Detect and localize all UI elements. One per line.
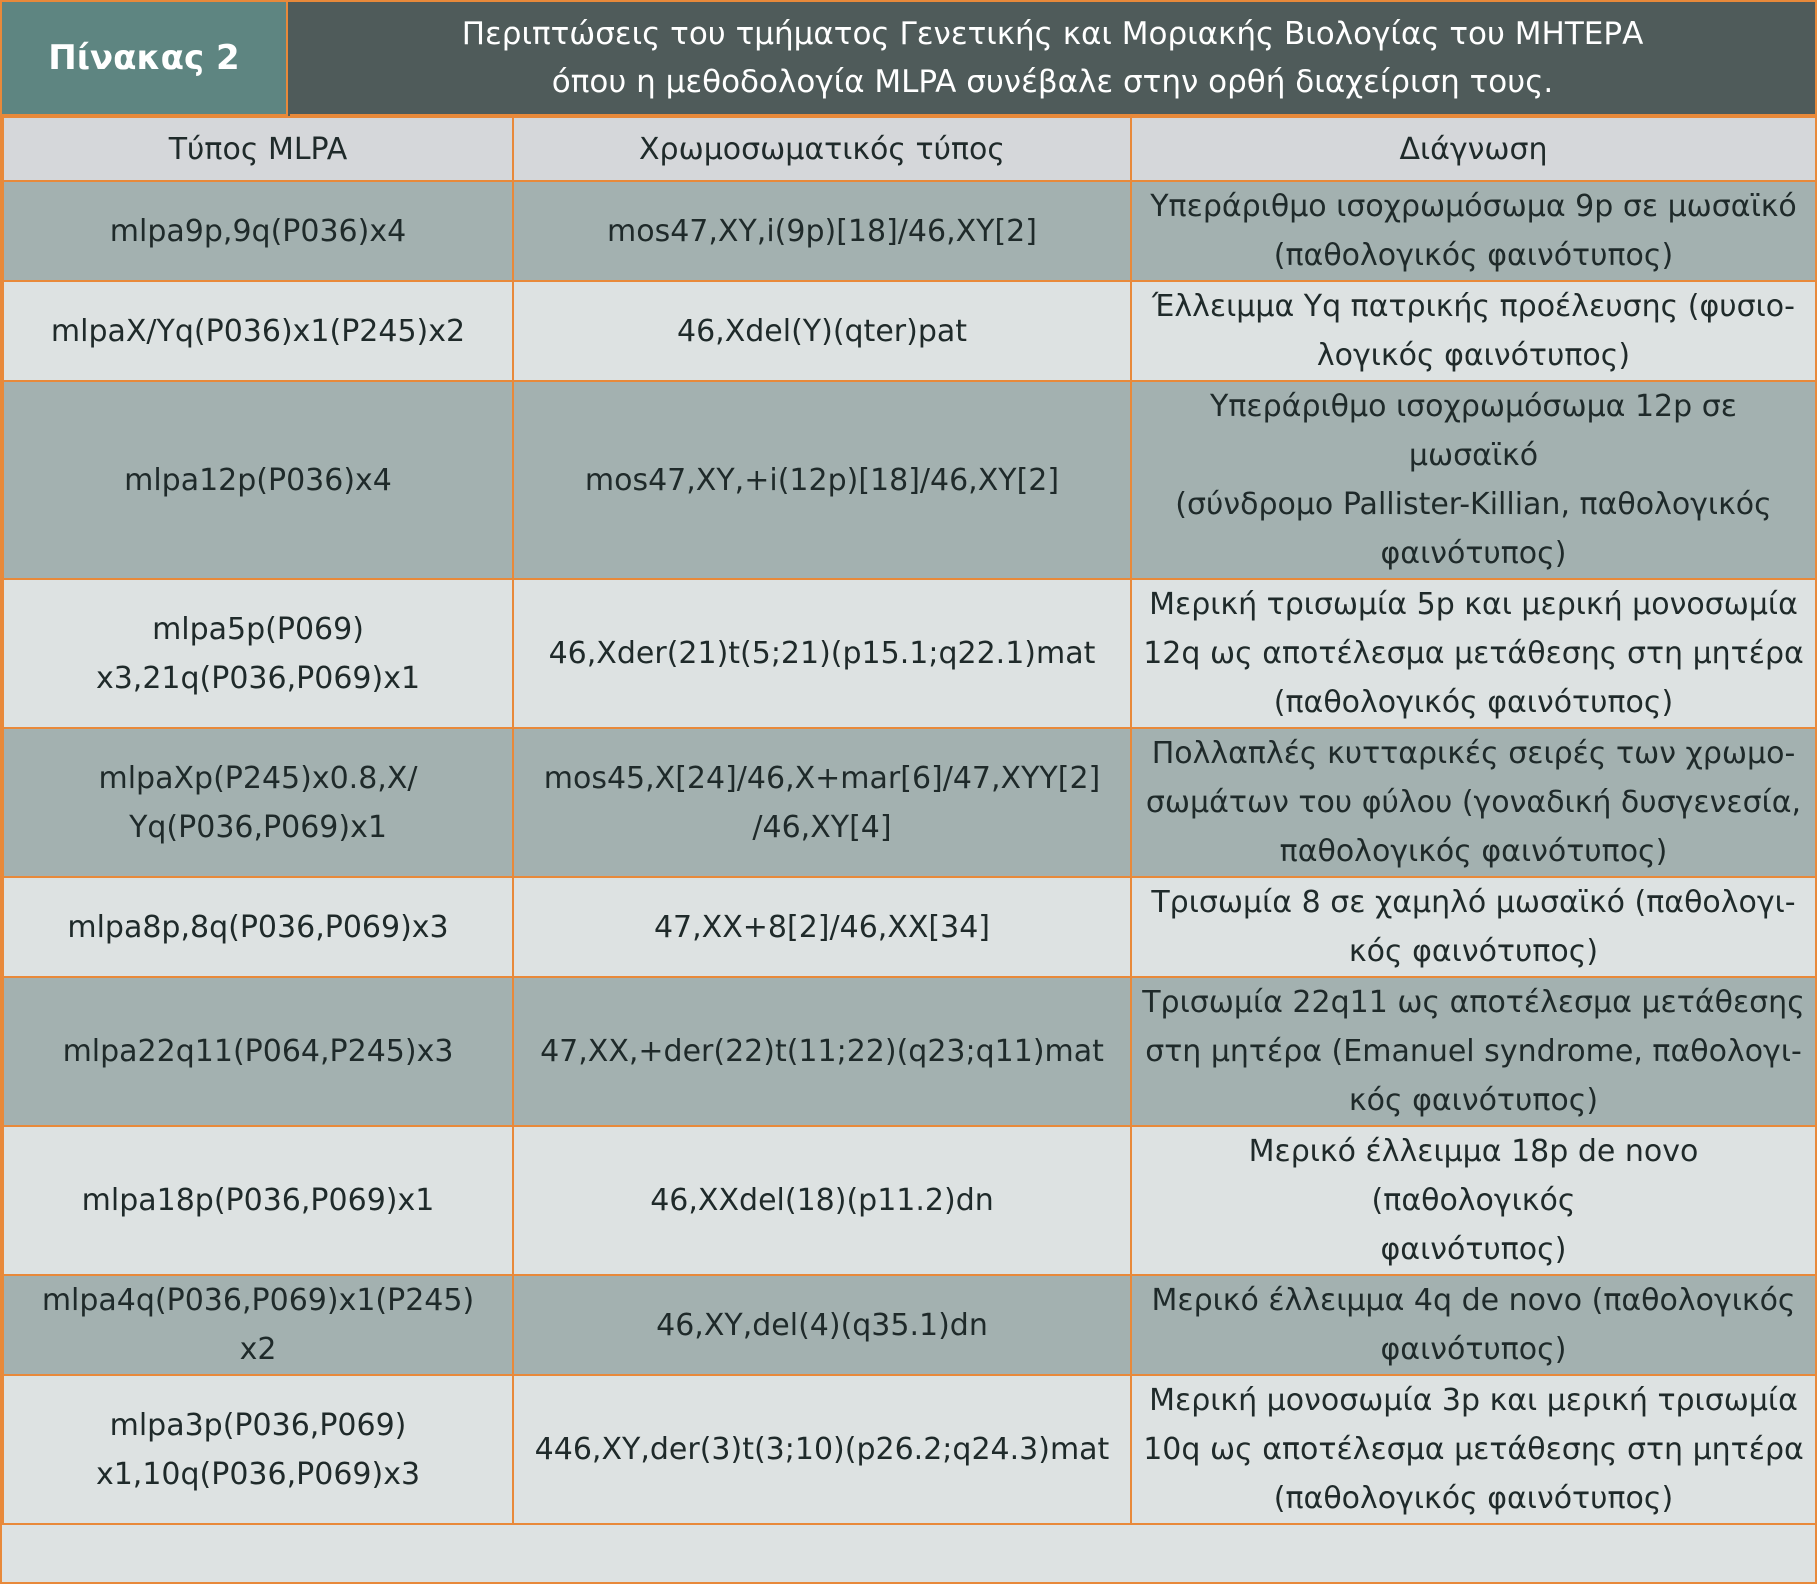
diagnosis-cell-line: Μερικό έλλειμμα 4q de novo (παθολογικός [1151, 1283, 1796, 1318]
diagnosis-cell-line: (παθολογικός φαινότυπος) [1273, 1481, 1674, 1516]
karyotype-cell [513, 977, 1131, 1126]
diagnosis-cell-line: παθολογικός φαινότυπος) [1279, 834, 1668, 869]
karyotype-cell [513, 181, 1131, 281]
karyotype-cell-line: 47,XX,+der(22)t(11;22)(q23;q11)mat [540, 1034, 1104, 1069]
column-header-diagnosis: Διάγνωση [1131, 117, 1816, 181]
mlpa-cell [3, 728, 513, 877]
karyotype-cell-line: 46,Xder(21)t(5;21)(p15.1;q22.1)mat [548, 636, 1096, 671]
table-row [3, 181, 1816, 281]
diagnosis-cell [1131, 181, 1816, 281]
karyotype-cell [513, 1375, 1131, 1524]
mlpa-cell [3, 1375, 513, 1524]
diagnosis-cell [1131, 877, 1816, 977]
karyotype-cell [513, 381, 1131, 579]
table-row [3, 977, 1816, 1126]
diagnosis-cell-line: Μερικό έλλειμμα 18p de novo (παθολογικός [1248, 1134, 1699, 1218]
karyotype-cell [513, 579, 1131, 728]
mlpa-cell-line: mlpa4q(P036,P069)x1(P245) [41, 1283, 475, 1318]
mlpa-cell [3, 381, 513, 579]
table-row [3, 1375, 1816, 1524]
diagnosis-cell [1131, 579, 1816, 728]
diagnosis-cell-line: φαινότυπος) [1380, 1332, 1567, 1367]
diagnosis-cell-line: Υπεράριθμο ισοχρωμόσωμα 9p σε μωσαϊκό [1150, 189, 1797, 224]
table-header [2, 2, 1815, 116]
diagnosis-cell-line: (παθολογικός φαινότυπος) [1273, 685, 1674, 720]
mlpa-cell-line: mlpaXp(P245)x0.8,X/ [98, 760, 418, 796]
mlpa-cell-line: mlpa22q11(P064,P245)x3 [62, 1034, 454, 1069]
table-row [3, 281, 1816, 381]
table-row [3, 381, 1816, 579]
diagnosis-cell-line: Τρισωμία 8 σε χαμηλό μωσαϊκό (παθολογι- [1151, 885, 1796, 920]
diagnosis-cell-line: Έλλειμμα Yq πατρικής προέλευσης (φυσιο- [1152, 289, 1795, 324]
karyotype-cell-line: 46,Xdel(Y)(qter)pat [676, 313, 968, 349]
diagnosis-cell-line: Τρισωμία 22q11 ως αποτέλεσμα μετάθεσης [1142, 985, 1805, 1020]
karyotype-cell-line: 46,XXdel(18)(p11.2)dn [650, 1183, 994, 1218]
diagnosis-cell [1131, 1375, 1816, 1524]
table-row [3, 877, 1816, 977]
diagnosis-cell [1131, 1275, 1816, 1375]
karyotype-cell-line: mos45,X[24]/46,X+mar[6]/47,XYY[2] [543, 760, 1101, 796]
table-row [3, 579, 1816, 728]
mlpa-cell-line: mlpa3p(P036,P069) [109, 1407, 407, 1443]
karyotype-cell-line: 446,XY,der(3)t(3;10)(p26.2;q24.3)mat [534, 1432, 1110, 1467]
karyotype-cell-line: 46,XY,del(4)(q35.1)dn [656, 1307, 988, 1343]
mlpa-cell-line: mlpa8p,8q(P036,P069)x3 [67, 909, 449, 945]
mlpa-cell-line: x2 [239, 1332, 277, 1367]
diagnosis-cell-line: (παθολογικός φαινότυπος) [1273, 238, 1674, 273]
karyotype-cell-line: 47,XX+8[2]/46,XX[34] [653, 909, 991, 945]
karyotype-cell-line: mos47,XY,i(9p)[18]/46,XY[2] [607, 213, 1037, 249]
diagnosis-cell-line: Μερική μονοσωμία 3p και μερική τρισωμία [1149, 1383, 1798, 1418]
table-row [3, 1126, 1816, 1275]
mlpa-cell [3, 1275, 513, 1375]
mlpa-cell-line: mlpa9p,9q(P036)x4 [109, 213, 407, 249]
mlpa-cell-line: mlpa5p(P069) [152, 611, 364, 647]
table-caption [290, 2, 1815, 116]
diagnosis-cell-line: Μερική τρισωμία 5p και μερική μονοσωμία [1149, 587, 1798, 622]
karyotype-cell [513, 728, 1131, 877]
diagnosis-cell [1131, 281, 1816, 381]
caption-line-1: Περιπτώσεις του τμήματος Γενετικής και Μοριακής Βιολογίας του ΜΗΤΕΡΑ [461, 16, 1644, 52]
karyotype-cell [513, 1126, 1131, 1275]
mlpa-cell-line: x1,10q(P036,P069)x3 [95, 1456, 421, 1492]
karyotype-cell [513, 281, 1131, 381]
mlpa-cell-line: mlpa18p(P036,P069)x1 [81, 1183, 435, 1218]
diagnosis-cell [1131, 381, 1816, 579]
table-row [3, 1275, 1816, 1375]
diagnosis-cell-line: Πολλαπλές κυτταρικές σειρές των χρωμο- [1151, 736, 1796, 771]
karyotype-cell [513, 1275, 1131, 1375]
mlpa-cell [3, 877, 513, 977]
mlpa-cell [3, 281, 513, 381]
diagnosis-cell-line: φαινότυπος) [1380, 536, 1567, 571]
diagnosis-cell [1131, 1126, 1816, 1275]
mlpa-cell-line: Yq(P036,P069)x1 [129, 809, 387, 845]
diagnosis-cell-line: στη μητέρα (Emanuel syndrome, παθολογι- [1145, 1034, 1802, 1069]
table-body [3, 181, 1816, 1524]
mlpa-cell-line: mlpaX/Yq(P036)x1(P245)x2 [50, 313, 466, 349]
column-header-mlpa: Τύπος MLPA [3, 117, 513, 181]
diagnosis-cell-line: σωμάτων του φύλου (γοναδική δυσγενεσία, [1145, 785, 1802, 820]
mlpa-cell [3, 1126, 513, 1275]
diagnosis-cell-line: λογικός φαινότυπος) [1316, 338, 1631, 373]
karyotype-cell-line: /46,XY[4] [752, 809, 892, 845]
diagnosis-cell-line: φαινότυπος) [1380, 1232, 1567, 1267]
diagnosis-cell-line: 12q ως αποτέλεσμα μετάθεσης στη μητέρα [1143, 636, 1804, 671]
diagnosis-cell [1131, 728, 1816, 877]
mlpa-cell [3, 977, 513, 1126]
karyotype-cell-line: mos47,XY,+i(12p)[18]/46,XY[2] [584, 462, 1060, 498]
caption-line-2: όπου η μεθοδολογία MLPA συνέβαλε στην ορθή διαχείριση τους. [551, 64, 1554, 100]
diagnosis-cell-line: Υπεράριθμο ισοχρωμόσωμα 12p σε μωσαϊκό [1210, 389, 1737, 473]
diagnosis-cell-line: 10q ως αποτέλεσμα μετάθεσης στη μητέρα [1143, 1432, 1804, 1467]
karyotype-cell [513, 877, 1131, 977]
table-row [3, 728, 1816, 877]
diagnosis-cell-line: κός φαινότυπος) [1348, 1083, 1599, 1118]
table-number-label: Πίνακας 2 [2, 2, 288, 116]
column-header-karyotype: Χρωμοσωματικός τύπος [513, 117, 1131, 181]
diagnosis-cell [1131, 977, 1816, 1126]
column-header-row [3, 117, 1816, 181]
mlpa-cell [3, 579, 513, 728]
diagnosis-cell-line: κός φαινότυπος) [1348, 934, 1599, 969]
mlpa-cell [3, 181, 513, 281]
mlpa-cell-line: x3,21q(P036,P069)x1 [95, 660, 421, 696]
mlpa-cell-line: mlpa12p(P036)x4 [124, 462, 392, 498]
cases-table [2, 116, 1817, 1525]
diagnosis-cell-line: (σύνδρομο Pallister-Killian, παθολογικός [1175, 487, 1772, 522]
